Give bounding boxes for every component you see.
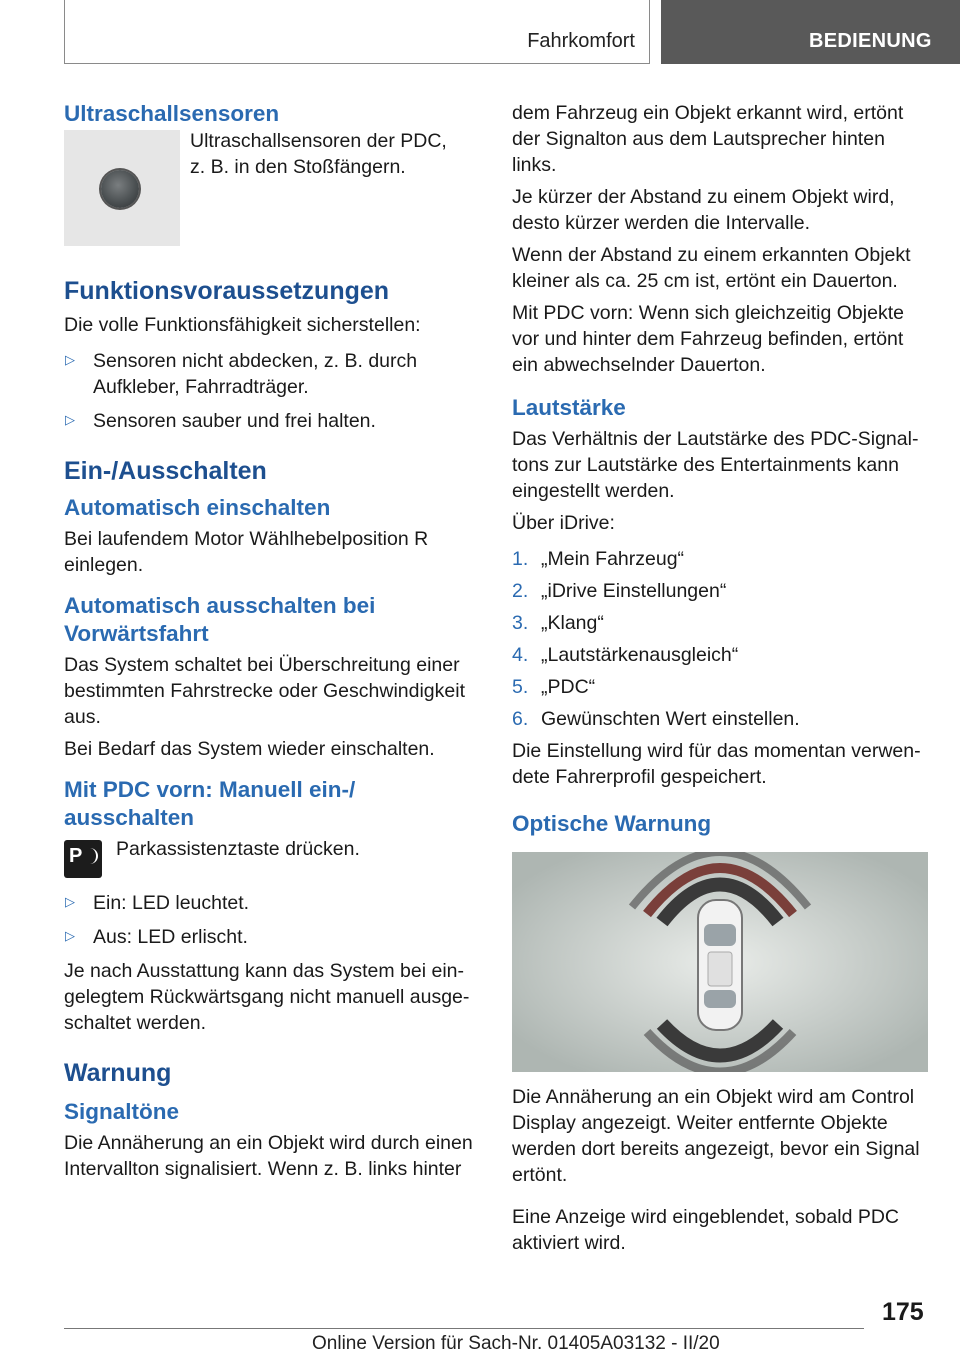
heading-signaltoene: Signaltöne	[64, 1099, 180, 1124]
footer-divider	[64, 1328, 864, 1329]
header-section-title: Fahrkomfort	[527, 30, 635, 52]
optical-warning-image	[512, 852, 928, 1072]
heading-pdc-manuell: Mit PDC vorn: Manuell ein-/ ausschalten	[64, 777, 356, 830]
page-number: 175	[882, 1298, 924, 1326]
list-item: ▷ Ein: LED leuchtet.	[65, 892, 250, 914]
auto-aus-text-1: Das System schaltet bei Überschreitung einer bestimmten Fahrstrecke oder Geschwindigkeit aus.	[64, 654, 465, 728]
triangle-bullet-icon: ▷	[65, 894, 75, 909]
funk-intro: Die volle Funktionsfähigkeit sicherstellen:	[64, 314, 421, 336]
footer-online-version: Online Version für Sach-Nr. 01405A03132 - II/20	[312, 1333, 720, 1354]
list-item: 5. „PDC“	[512, 676, 596, 698]
opt-text-2: Eine Anzeige wird eingeblendet, sobald PDC aktiviert wird.	[512, 1206, 900, 1254]
auto-aus-text-2: Bei Bedarf das System wieder einschalten.	[64, 738, 435, 760]
header-chapter-tab	[661, 0, 960, 64]
heading-funktionsvoraussetzungen: Funktionsvoraussetzungen	[64, 277, 390, 305]
left-column	[64, 100, 476, 1188]
idrive-steps-list	[512, 546, 930, 732]
signal-text: Die Annäherung an ein Objekt wird durch einen Intervallton signalisiert. Wenn z. B. links hinter	[64, 1132, 473, 1180]
laut-note: Die Einstellung wird für das momentan verwendete Fahrerprofil gespeichert.	[512, 740, 921, 788]
heading-ein-ausschalten: Ein-/Ausschalten	[64, 457, 267, 485]
ultrasonic-caption	[190, 128, 447, 246]
laut-text: Das Verhältnis der Lautstärke des PDC-Signaltons zur Lautstärke des Entertainments kann eingestellt werden.	[512, 428, 919, 502]
opt-text-1: Die Annäherung an ein Objekt wird am Control Display angezeigt. Weiter entfernte Objekte werden dort bereits angezeigt, bevor ein Signal ertönt.	[512, 1086, 920, 1186]
laut-idrive: Über iDrive:	[512, 512, 615, 534]
list-item: 2. „iDrive Einstellungen“	[512, 580, 727, 602]
heading-ultraschallsensoren: Ultraschallsensoren	[64, 101, 280, 126]
list-item: ▷ Sensoren sauber und frei halten.	[65, 410, 376, 432]
signal-cont-3: Wenn der Abstand zu einem erkannten Objekt kleiner als ca. 25 cm ist, ertönt ein Dauerton.	[512, 244, 911, 292]
pdc-button-figure	[64, 840, 476, 878]
sensor-icon	[101, 170, 139, 208]
heading-warnung: Warnung	[64, 1059, 172, 1087]
list-item: 6. Gewünschten Wert einstellen.	[512, 708, 800, 730]
ultrasonic-caption-line2: z. B. in den Stoßfängern.	[190, 156, 406, 178]
heading-optische-warnung: Optische Warnung	[512, 811, 712, 836]
signal-cont-2: Je kürzer der Abstand zu einem Objekt wird, desto kürzer werden die Intervalle.	[512, 186, 895, 234]
triangle-bullet-icon: ▷	[65, 352, 75, 367]
ultrasonic-caption-line1: Ultraschallsensoren der PDC,	[190, 130, 447, 152]
list-item: 4. „Lautstärkenausgleich“	[512, 644, 739, 666]
heading-automatisch-ausschalten: Automatisch ausschalten bei Vorwärtsfahrt	[64, 593, 376, 646]
pdc-button-caption: Parkassistenztaste drücken.	[116, 838, 360, 860]
manual-note: Je nach Ausstattung kann das System bei eingelegtem Rückwärtsgang nicht manuell ausgeschaltet werden.	[64, 960, 470, 1034]
pdc-display-graphic	[512, 852, 928, 1072]
triangle-bullet-icon: ▷	[65, 928, 75, 943]
manual-list	[64, 890, 476, 950]
ultrasonic-sensor-image	[64, 130, 180, 246]
list-item: 1. „Mein Fahrzeug“	[512, 548, 685, 570]
ultrasonic-figure	[64, 130, 476, 246]
list-item: ▷ Aus: LED erlischt.	[65, 926, 248, 948]
heading-lautstaerke: Lautstärke	[512, 395, 626, 420]
list-item: ▷ Sensoren nicht abdecken, z. B. durch Aufkleber, Fahrradträger.	[65, 350, 418, 398]
auto-ein-text: Bei laufendem Motor Wählhebelposition R einlegen.	[64, 528, 429, 576]
header-chapter-title: BEDIENUNG	[809, 30, 932, 52]
funk-list	[64, 348, 476, 434]
header-section-box	[64, 0, 650, 64]
right-column	[512, 100, 930, 1262]
signal-cont-4: Mit PDC vorn: Wenn sich gleichzeitig Objekte vor und hinter dem Fahrzeug befinden, ertönt ein abwechselnder Dauerton.	[512, 302, 904, 376]
park-assist-button-icon: P	[64, 840, 102, 878]
list-item: 3. „Klang“	[512, 612, 604, 634]
signal-cont-1: dem Fahrzeug ein Objekt erkannt wird, ertönt der Signalton aus dem Lautsprecher hinten links.	[512, 102, 904, 176]
triangle-bullet-icon: ▷	[65, 412, 75, 427]
heading-automatisch-einschalten: Automatisch einschalten	[64, 495, 331, 520]
